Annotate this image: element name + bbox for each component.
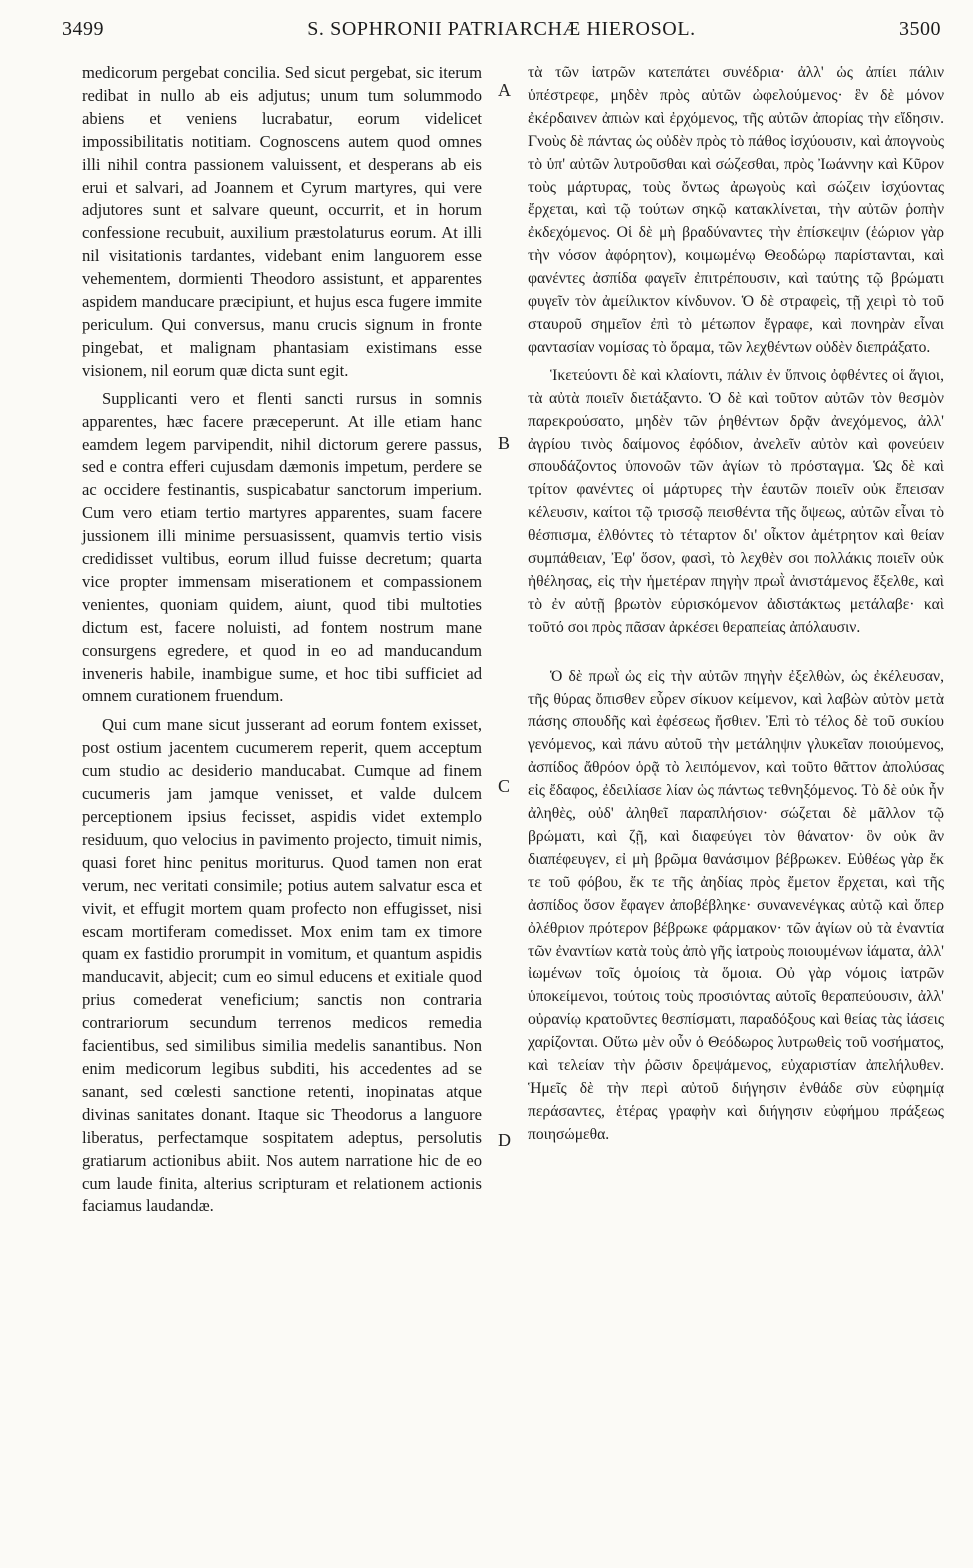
section-marker-d: D	[498, 1130, 511, 1150]
running-title: S. SOPHRONII PATRIARCHÆ HIEROSOL.	[307, 18, 696, 40]
section-marker-c: C	[498, 776, 511, 796]
latin-paragraph-2: Supplicanti vero et flenti sancti rursus in somnis apparentes, hæc facere præceperunt. At ille etiam hanc eamdem legem parvipendit, nihil dictorum gerere passus, sed e contra efferi cujusdam dæmonis impetum, perdere se ac occidere festinantis, suspicabatur sanctorum imperium. Cum vero etiam tertio martyres apparentes, suam facere jussionem illi minime persuasissent, quamvis tertio visis credidisset vultibus, eorum illud fuisse decretum; quarta vice propter immensam miserationem et compassionem venientes, quoniam quidem, aiunt, quod tibi multoties dictum est, facere noluisti, ad fontem nostrum mane consurgens egredere, et quod in eo ad manducandum inveneris habile, inambigue sume, et hoc tibi sufficiet ad omnem curationem fruendum.	[82, 388, 482, 706]
page-number-left: 3499	[62, 18, 104, 40]
latin-column	[82, 62, 482, 1218]
greek-paragraph-1: τὰ τῶν ἰατρῶν κατεπάτει συνέδρια· ἀλλ' ὡς ἀπίει πάλιν ὑπέστρεφε, μηδὲν πρὸς αὐτῶν ὠφελούμενος· ἓν δὲ μόνον ἐκέρδαινεν ἀπιὼν καὶ ἐρχόμενος, τῆς αὐτῶν ἀπορίας τὴν εἴδησιν. Γνοὺς δὲ πάντας ὡς οὐδὲν πρὸς τὸ πάθος ἰσχύουσιν, καὶ ἀπογνοὺς τὸ ὑπ' αὐτῶν λυτροῦσθαι καὶ σώζεσθαι, πρὸς Ἰωάννην καὶ Κῦρον τοὺς μάρτυρας, τοὺς ὄντως ἀρωγοὺς καὶ σώζειν ἰσχύοντας ἔρχεται, καὶ τῷ τούτων σηκῷ κατακλίνεται, τὴν αὐτῶν ῥοπὴν ἐκδεχόμενος. Οἱ δὲ μὴ βραδύναντες τὴν ἐπίσκεψιν (ἑώριον γὰρ τὴν νόσον ἀφόρητον), κοιμωμένῳ Θεοδώρῳ παρίστανται, καὶ φανέντες ἀσπίδα φαγεῖν ἐπιτρέπουσιν, καὶ ταύτης τῷ βρώματι φυγεῖν τὸν ἀμείλικτον κίνδυνον. Ὁ δὲ στραφεὶς, τῇ χειρὶ τὸ τοῦ σταυροῦ σημεῖον ἐπὶ τὸ μέτωπον ἔγραφε, καὶ πονηρὰν εἶναι φαντασίαν νομίσας τὸ ὅραμα, τῶν λεχθέντων οὐδὲν διεπράξατο.	[528, 64, 944, 356]
greek-paragraph-3: Ὁ δὲ πρωῒ ὡς εἰς τὴν αὐτῶν πηγὴν ἐξελθὼν, ὡς ἐκέλευσαν, τῆς θύρας ὄπισθεν εὗρεν σίκυον κείμενον, καὶ λαβὼν αὐτὸν μετὰ πάσης σπουδῆς καὶ ἐφέσεως ἤσθιεν. Ἐπὶ τὸ τέλος δὲ τοῦ συκίου γενόμενος, καὶ πάνυ αὐτοῦ τὴν μετάληψιν γλυκεῖαν ποιούμενος, ἀσπίδος ἄθρόον ὁρᾷ τὸ λειπόμενον, καὶ τοῦτο θᾶττον ἀπολύσας εἰς ἔδαφος, ἐδειλίασε λίαν ὡς πάντως τεθνηξόμενος. Τὸ δὲ οὐκ ἦν ἀληθὲς, οὐδ' ἀληθεῖ παραπλήσιον· σώζεται δὲ μᾶλλον τῷ βρώματι, καὶ ζῇ, καὶ διαφεύγει τὸν θάνατον· ὃν οὐκ ἂν διαπέφευγεν, εἰ μὴ βρῶμα θανάσιμον βέβρωκεν. Εὐθέως γὰρ ἔκ τε τοῦ φόβου, ἔκ τε τῆς ἀηδίας πρὸς ἔμετον ἔρχεται, καὶ τῆς ἀσπίδος ὅσον ἔφαγεν ἀποβέβληκε· συνανενέγκας αὐτῷ καὶ ὅπερ ὀλέθριον πρότερον βέβρωκε φάρμακον· τῶν ἁγίων οὐ τὰ ἐναντία τῶν ἐναντίων κατὰ τοὺς ἀπὸ γῆς ἰατροὺς ποιουμένων ἰάματα, ἀλλ' ἰωμένων τοῖς ὁμοίοις τὰ ὅμοια. Οὐ γὰρ νόμοις ἰατρῶν ὑποκείμενοι, τούτοις τοὺς προσιόντας αὐτοῖς θεραπεύουσιν, ἀλλ' οὐρανίῳ κρατοῦντες θεσπίσματι, παραδόξους καὶ θείας τὰς ἰάσεις χαρίζονται. Οὕτω μὲν οὖν ὁ Θεόδωρος λυτρωθεὶς τοῦ νοσήματος, καὶ τελείαν τὴν ῥῶσιν δρεψάμενος, εὐχαριστίαν ἀπελήλυθεν. Ἡμεῖς δὲ τὴν περὶ αὐτοῦ διήγησιν ἐνθάδε σὺν εὐφημίᾳ περάσαντες, ἑτέρας γραφὴν καὶ διήγησιν εὐφήμου πράξεως ποιησώμεθα.	[528, 667, 944, 1143]
latin-paragraph-3: Qui cum mane sicut jusserant ad eorum fontem exisset, post ostium jacentem cucumerem reperit, quem acceptum cum studio ac desiderio manducabat. Cumque ad finem cucumeris jam jamque venisset, et valde dulcem perceptionem ipsius fecisset, aspidis videt extemplo residuum, quo velocius in pavimento projecto, timuit nimis, quasi foret hinc penitus moriturus. Quod tamen non erat verum, nec veritati consimile; potius autem salvatur esca et vivit, et effugit mortem quam profecto non effugisset, nisi escam mortiferam comedisset. Mox enim tam ex timore quam ex fastidio prorumpit in vomitum, et quantum aspidis manducavit, abjecit; cum eo simul educens et exitiale quod prius comederat veneficium; sanctis non contraria contrariorum secundum terrenos medicos remedia facientibus, sed similibus similia medelis sanantibus. Non enim medicorum legibus subditi, his accedentes ad se sanant, sed cœlesti sanctione retenti, inopinatas atque divinas sanitates donant. Itaque sic Theodorus a languore liberatus, perfectamque sospitatem adeptus, persolutis gratiarum actionibus abiit. Nos autem narratione hic de eo cum laude finita, alterius scripturam et relationem actionis faciamus laudandæ.	[82, 715, 482, 1216]
latin-paragraph-1: medicorum pergebat concilia. Sed sicut pergebat, sic iterum redibat in nullo ab eis adjutus; unum tum solummodo abiens et veniens lucrabatur, eorum videlicet impossibilitatis notitiam. Cognoscens autem quod omnes illi nihil contra passionem valuissent, et desperans ab eis erui et salvari, ad Joannem et Cyrum martyres, qui vere adjutores sunt et salvare queunt, occurrit, et in horum confessione recubuit, auxilium præstolaturus eorum. At illi nil visitationis tardantes, videbant enim languorem esse vehementem, dormienti Theodoro assistunt, et apparentes aspidem manducare præcipiunt, et hujus esca fugere immite periculum. Qui conversus, manu crucis signum in fronte pingebat, et malignam phantasiam existimans esse visionem, nil eorum quæ dicta sunt egit.	[82, 63, 482, 380]
greek-column	[528, 62, 944, 1147]
page-header	[62, 18, 941, 48]
section-marker-a: A	[498, 80, 511, 100]
greek-paragraph-2: Ἱκετεύοντι δὲ καὶ κλαίοντι, πάλιν ἐν ὕπνοις ὀφθέντες οἱ ἅγιοι, τὰ αὐτὰ ποιεῖν διετάξαντο. Ὁ δὲ καὶ τοῦτον αὐτῶν τὸν θεσμὸν παρεκρούσατο, μηδὲν τῶν ῥηθέντων δρᾷν ἀνεχόμενος, ἀλλ' ἀγρίου τινὸς δαίμονος ἐφόδιον, ἀνελεῖν αὐτὸν καὶ φονεύειν σπουδάζοντος ὑπονοῶν τῶν ἁγίων τὸ πρόσταγμα. Ὡς δὲ καὶ τρίτον φανέντες οἱ μάρτυρες τὴν ἑαυτῶν ποιεῖν οὐκ ἔπεισαν κέλευσιν, καίτοι τῷ τρισσῷ πεισθέντα τῆς ὄψεως, αὐτῶν εἶναι τὸ θέσπισμα, ἐλθόντες τὸ τέταρτον δι' οἶκτον ἀμέτρητον καὶ θείαν συμπάθειαν, Ἐφ' ὅσον, φασὶ, τὸ λεχθὲν σοι πολλάκις ποιεῖν οὐκ ἠθέλησας, εἰς τὴν ἡμετέραν πηγὴν πρωῒ ἀνιστάμενος ἔξελθε, καὶ τὸ ἐν αὐτῇ βρωτὸν εὑρισκόμενον ἀδιστάκτως μετάλαβε· καὶ τοῦτό σοι πρὸς πᾶσαν ἀρκέσει θεραπείας ἀπόλαυσιν.	[528, 366, 944, 636]
page-number-right: 3500	[898, 18, 941, 40]
section-marker-b: B	[498, 433, 511, 453]
